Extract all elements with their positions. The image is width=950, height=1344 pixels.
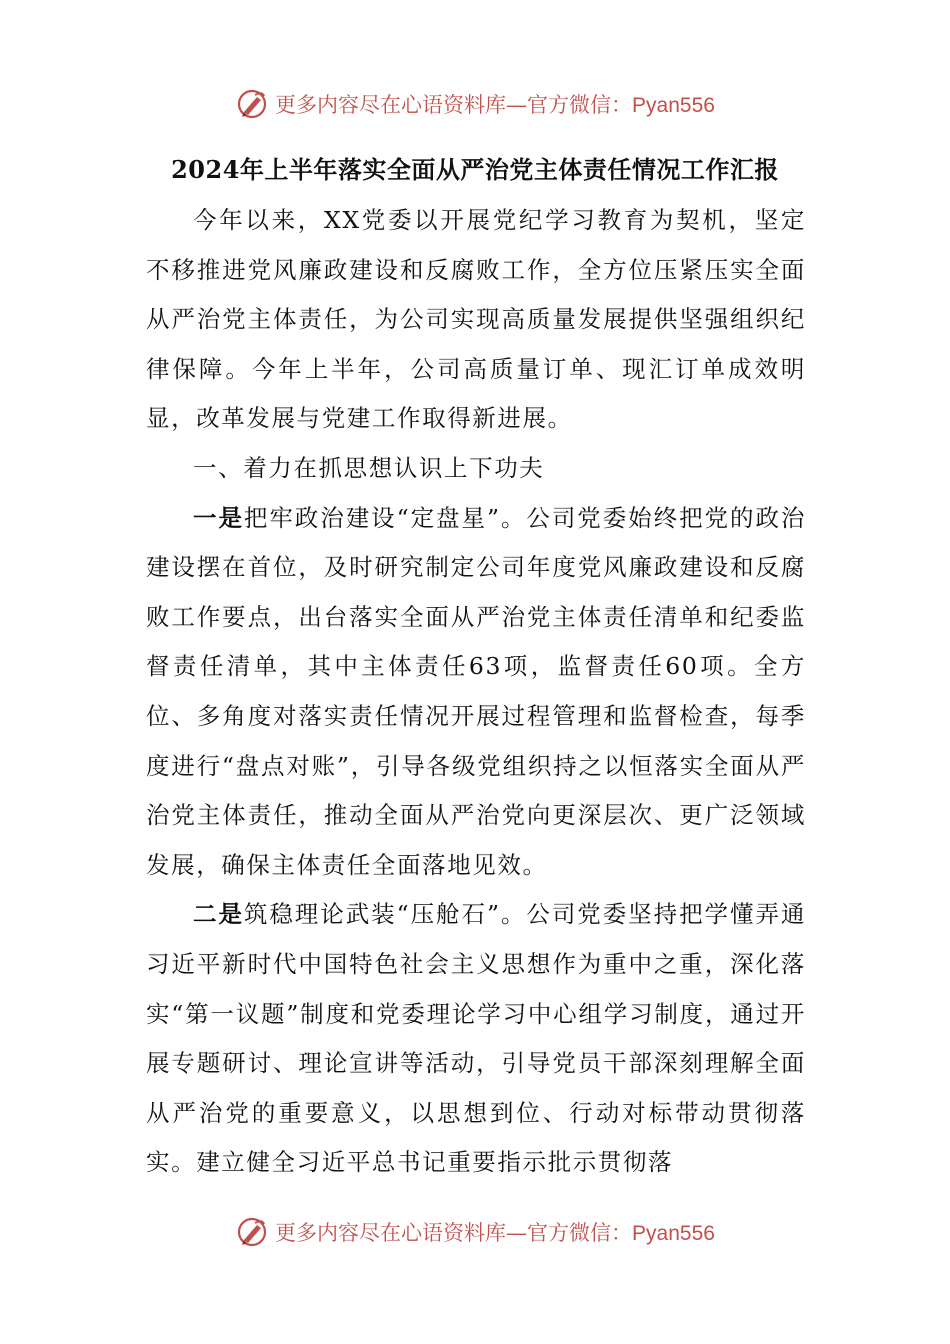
wechat-id: Pyan556: [632, 94, 715, 117]
section-heading: 一、着力在抓思想认识上下功夫: [193, 453, 545, 482]
pen-logo-icon: [235, 1215, 269, 1249]
watermark-content: [235, 1215, 715, 1249]
watermark-main-text: 更多内容尽在心语资料库—官方微信：: [275, 1221, 633, 1245]
watermark-text: [275, 1217, 715, 1247]
pen-logo-icon: [235, 87, 269, 121]
header-watermark-banner: [0, 84, 950, 124]
footer-watermark-banner: [0, 1212, 950, 1252]
point-one-lead: 一是: [193, 503, 244, 532]
point-two-text: 筑稳理论武装“压舱石”。公司党委坚持把学懂弄通习近平新时代中国特色社会主义思想作为重中之重，深化落实“第一议题”制度和党委理论学习中心组学习制度，通过开展专题研讨、理论宣讲等活动，引导党员干部深刻理解全面从严治党的重要意义，以思想到位、行动对标带动贯彻落实。建立健全习近平总书记重要指示批示贯彻落: [146, 900, 806, 1177]
point-two-paragraph: [146, 890, 806, 1188]
intro-paragraph: 今年以来，XX党委以开展党纪学习教育为契机，坚定不移推进党风廉政建设和反腐败工作，全方位压紧压实全面从严治党主体责任，为公司实现高质量发展提供坚强组织纪律保障。今年上半年，公司高质量订单、现汇订单成效明显，改革发展与党建工作取得新进展。: [146, 206, 806, 433]
point-one-text: 把牢政治建设“定盘星”。公司党委始终把党的政治建设摆在首位，及时研究制定公司年度党风廉政建设和反腐败工作要点，出台落实全面从严治党主体责任清单和纪委监督责任清单，其中主体责任63项，监督责任60项。全方位、多角度对落实责任情况开展过程管理和监督检查，每季度进行“盘点对账”，引导各级党组织持之以恒落实全面从严治党主体责任，推动全面从严治党向更深层次、更广泛领域发展，确保主体责任全面落地见效。: [146, 503, 806, 879]
document-body: [146, 196, 806, 1188]
document-title: 2024年上半年落实全面从严治党主体责任情况工作汇报: [171, 155, 779, 184]
watermark-text: [275, 89, 715, 119]
wechat-id: Pyan556: [632, 1222, 715, 1245]
watermark-content: [235, 87, 715, 121]
watermark-main-text: 更多内容尽在心语资料库—官方微信：: [275, 93, 633, 117]
point-one-paragraph: [146, 494, 806, 891]
point-two-lead: 二是: [193, 900, 244, 929]
